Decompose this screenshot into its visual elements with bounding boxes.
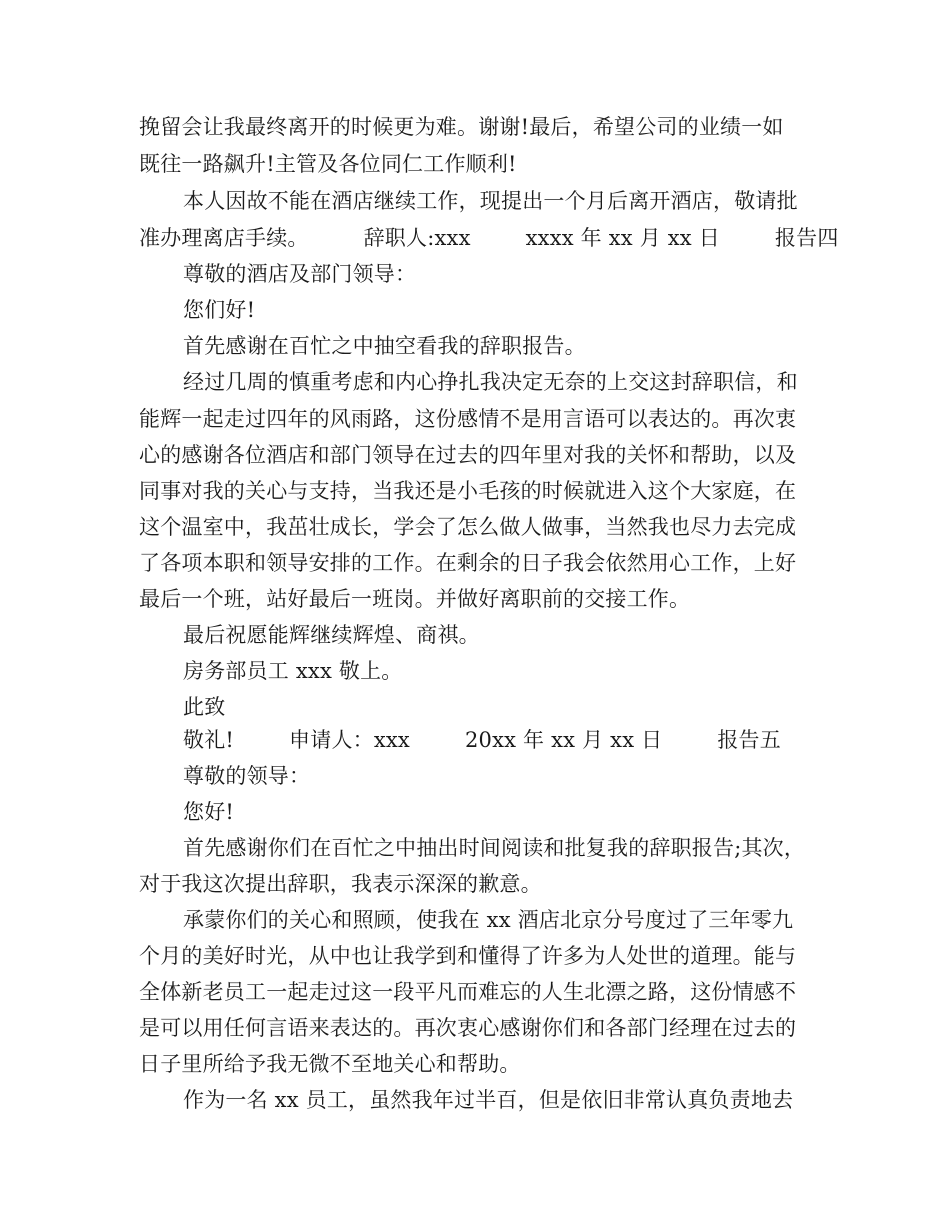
text-line: 个月的美好时光，从中也让我学到和懂得了许多为人处世的道理。能与 xyxy=(139,944,797,968)
text-line: 作为一名 xx 员工，虽然我年过半百，但是依旧非常认真负责地去 xyxy=(183,1088,794,1112)
text-line: 首先感谢你们在百忙之中抽出时间阅读和批复我的辞职报告;其次， xyxy=(183,836,806,860)
closing-signature-line: 敬礼! 申请人：xxx 20xx 年 xx 月 xx 日 报告五 xyxy=(183,728,781,752)
text-line: 准办理离店手续。 辞职人:xxx xxxx 年 xx 月 xx 日 报告四 xyxy=(139,226,839,250)
salutation: 尊敬的领导： xyxy=(183,764,311,788)
text-line: 承蒙你们的关心和照顾，使我在 xx 酒店北京分号度过了三年零九 xyxy=(183,908,794,932)
text-line: 这个温室中，我茁壮成长，学会了怎么做人做事，当然我也尽力去完成 xyxy=(139,515,797,539)
text-line: 是可以用任何言语来表达的。再次衷心感谢你们和各部门经理在过去的 xyxy=(139,1016,797,1040)
greeting: 您们好! xyxy=(183,298,256,322)
text-line: 日子里所给予我无微不至地关心和帮助。 xyxy=(139,1052,521,1076)
text-line: 了各项本职和领导安排的工作。在剩余的日子我会依然用心工作，上好 xyxy=(139,551,797,575)
greeting: 您好! xyxy=(183,800,235,824)
text-line: 本人因故不能在酒店继续工作，现提出一个月后离开酒店，敬请批 xyxy=(183,189,798,213)
text-line: 对于我这次提出辞职，我表示深深的歉意。 xyxy=(139,872,542,896)
text-line: 最后祝愿能辉继续辉煌、商祺。 xyxy=(183,623,480,647)
text-line: 同事对我的关心与支持，当我还是小毛孩的时候就进入这个大家庭，在 xyxy=(139,479,797,503)
signature-line: 房务部员工 xxx 敬上。 xyxy=(183,659,403,683)
text-line: 既往一路飙升!主管及各位同仁工作顺利! xyxy=(139,152,517,176)
closing-line: 此致 xyxy=(183,695,226,719)
text-line: 能辉一起走过四年的风雨路，这份感情不是用言语可以表达的。再次衷 xyxy=(139,407,797,431)
text-line: 经过几周的慎重考虑和内心挣扎我决定无奈的上交这封辞职信，和 xyxy=(183,370,798,394)
text-line: 最后一个班，站好最后一班岗。并做好离职前的交接工作。 xyxy=(139,587,691,611)
text-line: 挽留会让我最终离开的时候更为难。谢谢!最后，希望公司的业绩一如 xyxy=(139,115,784,139)
text-line: 全体新老员工一起走过这一段平凡而难忘的人生北漂之路，这份情感不 xyxy=(139,980,797,1004)
text-line: 首先感谢在百忙之中抽空看我的辞职报告。 xyxy=(183,334,586,358)
text-line: 心的感谢各位酒店和部门领导在过去的四年里对我的关怀和帮助，以及 xyxy=(139,443,797,467)
salutation: 尊敬的酒店及部门领导： xyxy=(183,262,417,286)
